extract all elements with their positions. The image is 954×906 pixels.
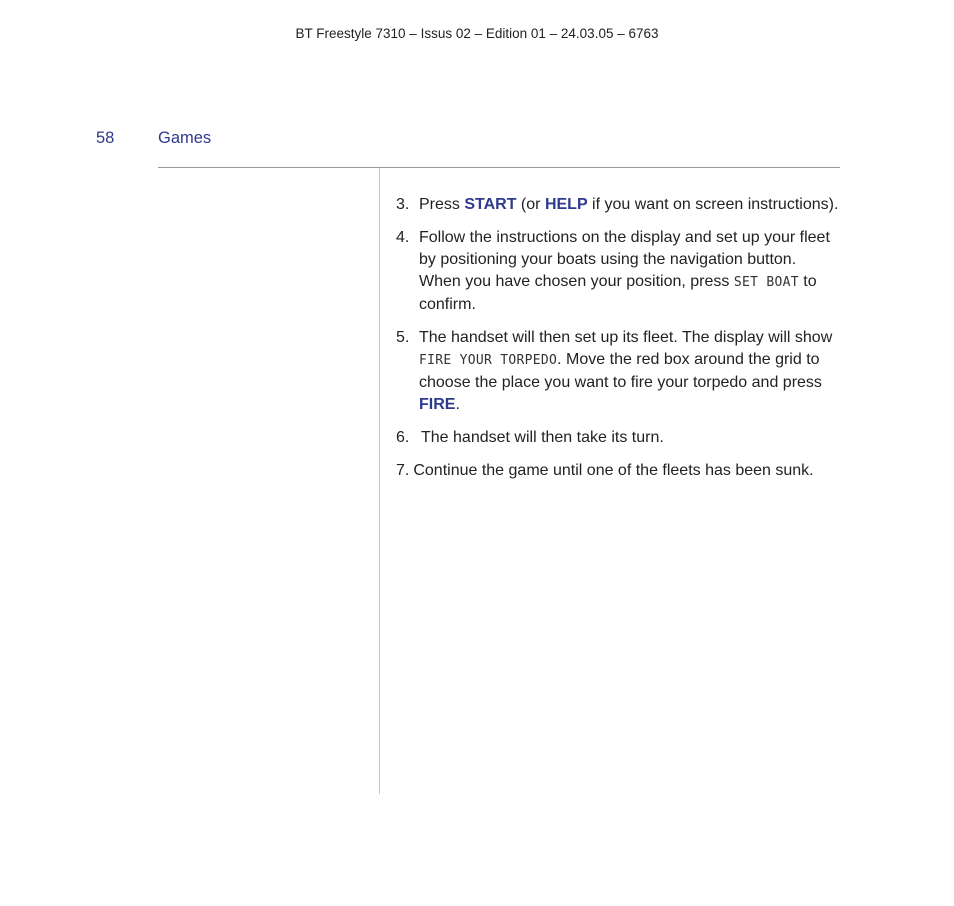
instruction-list bbox=[396, 194, 840, 493]
step-number: 4. bbox=[396, 229, 410, 246]
step-4 bbox=[396, 227, 840, 316]
display-text-fire-your-torpedo: FIRE YOUR TORPEDO bbox=[419, 353, 558, 368]
display-text-set-boat: SET BOAT bbox=[733, 275, 799, 290]
step-text: Continue the game until one of the fleets has been sunk. bbox=[413, 462, 814, 479]
step-number: 6. bbox=[396, 429, 410, 446]
step-number: 5. bbox=[396, 329, 410, 346]
step-text: if you want on screen instructions). bbox=[587, 196, 839, 213]
key-fire: FIRE bbox=[419, 396, 456, 413]
step-number: 7. bbox=[396, 462, 410, 479]
step-text: to confirm. bbox=[419, 273, 817, 313]
step-7 bbox=[396, 460, 840, 482]
step-text: Follow the instructions on the display and set up your fleet by positioning your boats using the navigation button. When you have chosen your position, press bbox=[419, 229, 830, 290]
step-text: . bbox=[455, 396, 460, 413]
step-text: The handset will then set up its fleet. The display will show bbox=[419, 329, 833, 346]
step-5 bbox=[396, 327, 840, 416]
step-text: The handset will then take its turn. bbox=[421, 429, 664, 446]
section-title: Games bbox=[158, 129, 212, 147]
step-text: (or bbox=[516, 196, 545, 213]
column-divider bbox=[379, 168, 380, 794]
step-3 bbox=[396, 194, 840, 216]
key-start: START bbox=[464, 196, 517, 213]
header-divider bbox=[158, 167, 840, 168]
step-text: Press bbox=[419, 196, 465, 213]
step-number: 3. bbox=[396, 196, 410, 213]
key-help: HELP bbox=[544, 196, 588, 213]
step-text: . Move the red box around the grid to choose the place you want to fire your torpedo and press bbox=[419, 351, 822, 391]
document-header: BT Freestyle 7310 – Issus 02 – Edition 01 – 24.03.05 – 6763 bbox=[295, 26, 659, 41]
step-6 bbox=[396, 427, 840, 449]
page-number: 58 bbox=[96, 129, 115, 147]
